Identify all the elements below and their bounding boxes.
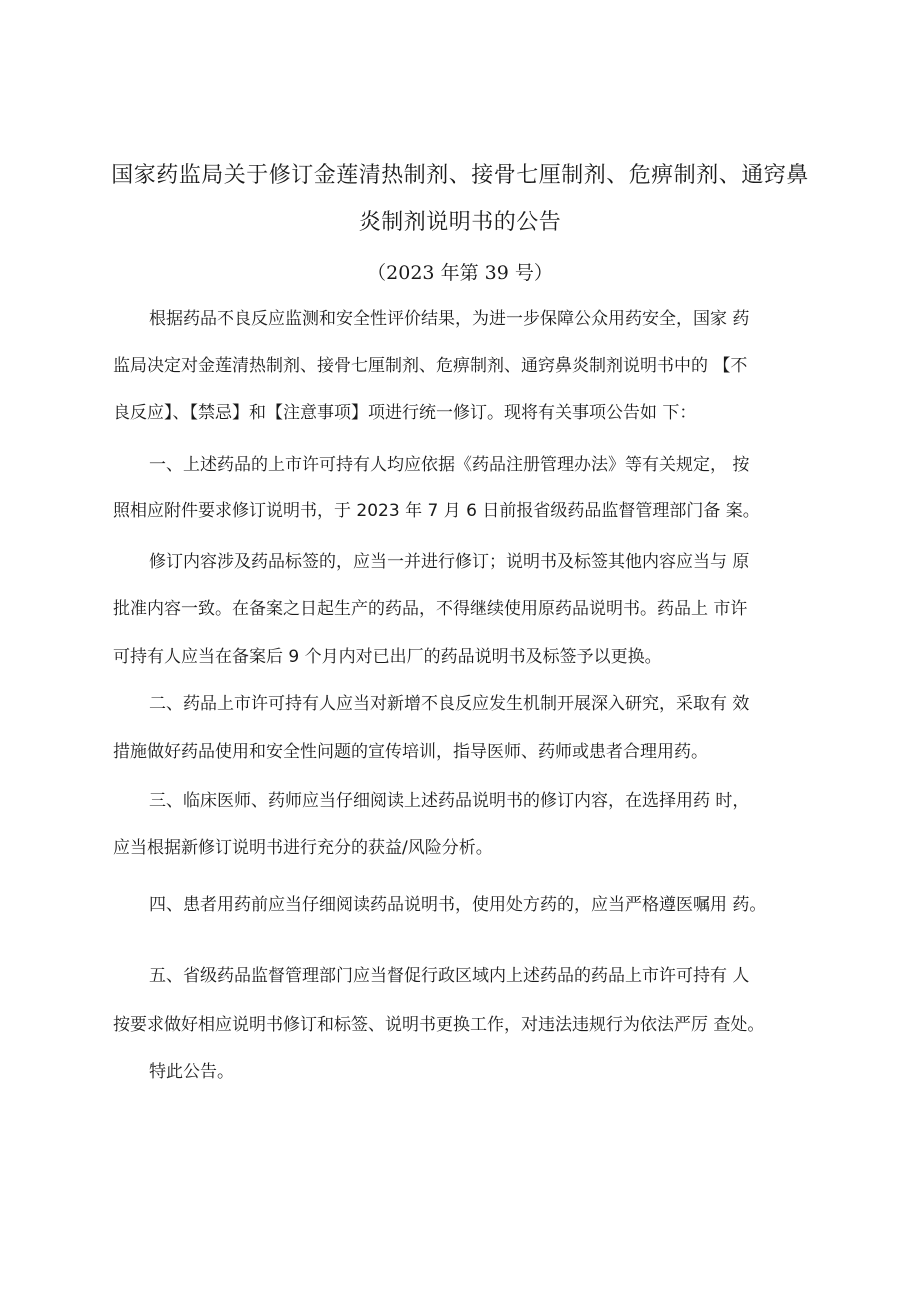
- paragraph-line: 根据药品不良反应监测和安全性评价结果，为进一步保障公众用药安全，国家 药: [149, 309, 750, 329]
- paragraph-line: 应当根据新修订说明书进行充分的获益/风险分析。: [113, 838, 493, 858]
- paragraph-line: 五、省级药品监督管理部门应当督促行政区域内上述药品的药品上市许可持有 人: [149, 966, 750, 986]
- document-title-line-1: 国家药监局关于修订金莲清热制剂、接骨七厘制剂、危痹制剂、通窍鼻: [111, 163, 809, 188]
- paragraph-line: 照相应附件要求修订说明书，于 2023 年 7 月 6 日前报省级药品监督管理部门备 案。: [113, 501, 760, 521]
- paragraph-line: 四、患者用药前应当仔细阅读药品说明书，使用处方药的，应当严格遵医嘱用 药。: [149, 895, 767, 915]
- paragraph-line: 三、临床医师、药师应当仔细阅读上述药品说明书的修订内容，在选择用药 时，: [149, 791, 750, 811]
- paragraph-line: 二、药品上市许可持有人应当对新增不良反应发生机制开展深入研究，采取有 效: [149, 694, 750, 714]
- paragraph-line: 措施做好药品使用和安全性问题的宣传培训，指导医师、药师或患者合理用药。: [113, 742, 708, 762]
- paragraph-line: 特此公告。: [149, 1062, 234, 1082]
- paragraph-line: 一、上述药品的上市许可持有人均应依据《药品注册管理办法》等有关规定， 按: [149, 455, 750, 475]
- paragraph-line: 按要求做好相应说明书修订和标签、说明书更换工作，对违法违规行为依法严厉 查处。: [113, 1015, 765, 1035]
- paragraph-line: 监局决定对金莲清热制剂、接骨七厘制剂、危痹制剂、通窍鼻炎制剂说明书中的 【不: [113, 356, 748, 376]
- paragraph-line: 修订内容涉及药品标签的，应当一并进行修订；说明书及标签其他内容应当与 原: [149, 552, 750, 572]
- document-number: （2023 年第 39 号）: [367, 262, 553, 284]
- paragraph-line: 可持有人应当在备案后 9 个月内对已出厂的药品说明书及标签予以更换。: [113, 647, 662, 667]
- paragraph-line: 良反应】、【禁忌】和【注意事项】项进行统一修订。现将有关事项公告如 下：: [113, 403, 697, 423]
- paragraph-line: 批准内容一致。在备案之日起生产的药品，不得继续使用原药品说明书。药品上 市许: [113, 599, 748, 619]
- document-title-line-2: 炎制剂说明书的公告: [358, 210, 562, 235]
